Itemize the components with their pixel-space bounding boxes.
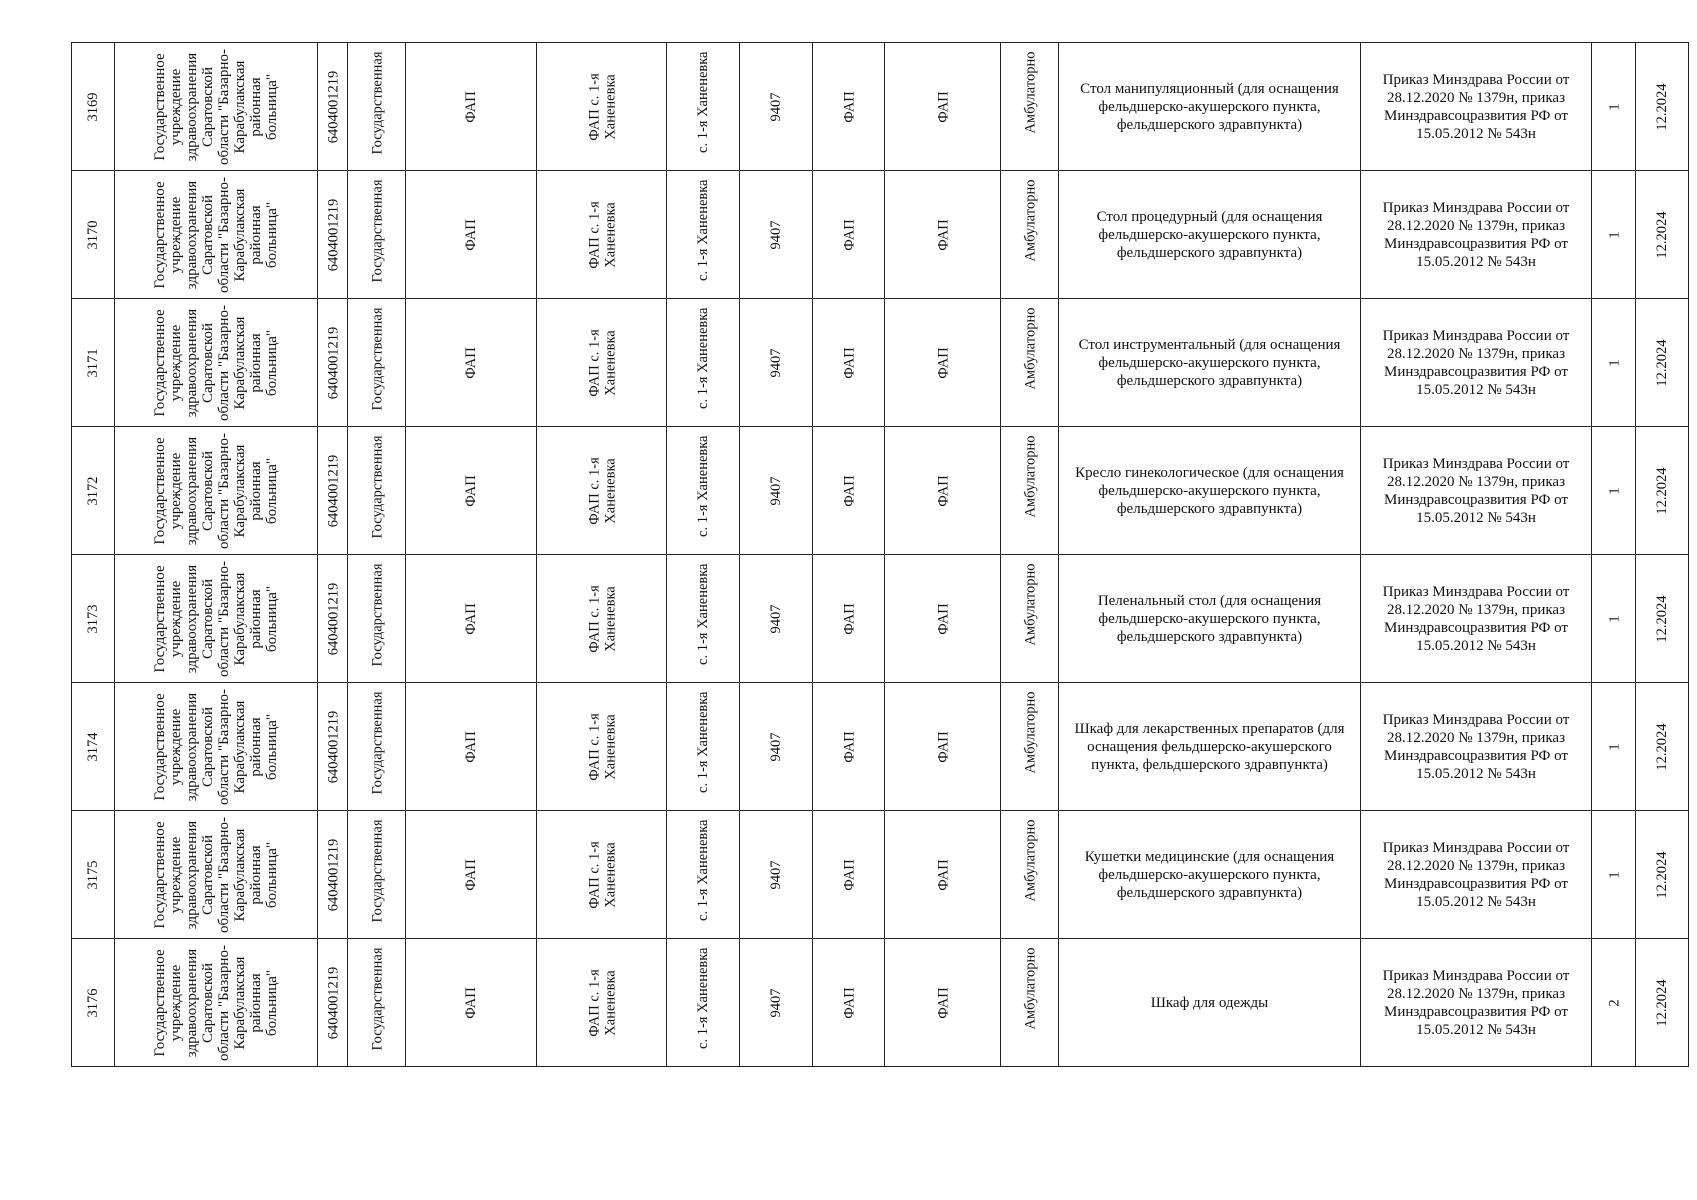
- unit-kind-a-cell: [813, 43, 885, 171]
- due-date-cell: [1636, 299, 1689, 427]
- quantity-value: 1: [1605, 358, 1622, 367]
- unit-kind-a: ФАП: [840, 986, 857, 1019]
- legal-basis-cell: [1361, 427, 1592, 555]
- inn-value: 6404001219: [324, 198, 341, 271]
- care-form-cell: [1001, 811, 1059, 939]
- inn-value-cell: [318, 811, 348, 939]
- unit-type: ФАП: [463, 730, 479, 763]
- legal-basis-cell: [1361, 811, 1592, 939]
- unit-name: ФАП с. 1-я Ханеневка: [585, 840, 618, 909]
- unit-kind-b-cell: [885, 683, 1001, 811]
- unit-kind-b-cell: [885, 427, 1001, 555]
- care-form: Амбулаторно: [1021, 435, 1038, 518]
- due-date-cell: [1636, 171, 1689, 299]
- unit-code: 9407: [768, 732, 784, 761]
- care-form-cell: [1001, 299, 1059, 427]
- legal-basis-cell: [1361, 555, 1592, 683]
- quantity-value-cell: [1592, 683, 1636, 811]
- unit-kind-a: ФАП: [840, 858, 857, 891]
- unit-code: 9407: [768, 476, 784, 505]
- due-date-cell: [1636, 811, 1689, 939]
- quantity-value: 1: [1605, 230, 1622, 239]
- unit-type: ФАП: [463, 986, 479, 1019]
- quantity-value-cell: [1592, 299, 1636, 427]
- ownership-form: Государственная: [368, 563, 385, 666]
- quantity-value-cell: [1592, 811, 1636, 939]
- unit-code-cell: [740, 299, 813, 427]
- row-number-cell: [72, 811, 115, 939]
- legal-basis: Приказ Минздрава России от 28.12.2020 № 1379н, приказ Минздравсоцразвития РФ от 15.05.2012 № 543н: [1382, 199, 1570, 270]
- legal-basis: Приказ Минздрава России от 28.12.2020 № 1379н, приказ Минздравсоцразвития РФ от 15.05.2012 № 543н: [1382, 839, 1570, 910]
- equipment-item: Кушетки медицинские (для оснащения фельдшерско-акушерского пункта, фельдшерского здравпункта): [1084, 848, 1335, 901]
- locality-name-cell: [667, 43, 740, 171]
- quantity-value: 1: [1605, 742, 1622, 751]
- care-form-cell: [1001, 427, 1059, 555]
- ownership-form-cell: [348, 43, 406, 171]
- unit-name-cell: [537, 299, 667, 427]
- unit-name: ФАП с. 1-я Ханеневка: [585, 328, 618, 397]
- unit-name-cell: [537, 811, 667, 939]
- quantity-value-cell: [1592, 43, 1636, 171]
- organization-name-cell: [115, 171, 318, 299]
- locality-name-cell: [667, 299, 740, 427]
- inn-value: 6404001219: [324, 70, 341, 143]
- unit-kind-b: ФАП: [934, 858, 951, 891]
- care-form: Амбулаторно: [1021, 307, 1038, 390]
- locality-name-cell: [667, 811, 740, 939]
- unit-code-cell: [740, 43, 813, 171]
- due-date: 12.2024: [1654, 466, 1670, 515]
- organization-name: Государственное учреждение здравоохранения Саратовской области "Базарно-Карабулакская районная больница": [152, 688, 280, 805]
- unit-kind-b: ФАП: [934, 474, 951, 507]
- locality-name: с. 1-я Ханеневка: [695, 819, 711, 921]
- equipment-item-cell: [1059, 811, 1361, 939]
- unit-kind-a-cell: [813, 939, 885, 1067]
- ownership-form-cell: [348, 811, 406, 939]
- legal-basis: Приказ Минздрава России от 28.12.2020 № 1379н, приказ Минздравсоцразвития РФ от 15.05.2012 № 543н: [1382, 327, 1570, 398]
- ownership-form: Государственная: [368, 51, 385, 154]
- unit-kind-a-cell: [813, 299, 885, 427]
- unit-type: ФАП: [463, 218, 479, 251]
- table-body: [72, 43, 1689, 1067]
- unit-code-cell: [740, 939, 813, 1067]
- ownership-form-cell: [348, 683, 406, 811]
- unit-kind-b-cell: [885, 811, 1001, 939]
- table-row: [72, 171, 1689, 299]
- care-form: Амбулаторно: [1021, 563, 1038, 646]
- unit-kind-b: ФАП: [934, 346, 951, 379]
- unit-code: 9407: [768, 220, 784, 249]
- unit-kind-b: ФАП: [934, 602, 951, 635]
- inn-value: 6404001219: [324, 838, 341, 911]
- row-number-cell: [72, 171, 115, 299]
- equipment-item-cell: [1059, 427, 1361, 555]
- unit-kind-b: ФАП: [934, 90, 951, 123]
- quantity-value: 1: [1605, 486, 1622, 495]
- organization-name-cell: [115, 43, 318, 171]
- inn-value-cell: [318, 555, 348, 683]
- quantity-value: 1: [1605, 102, 1622, 111]
- unit-kind-a-cell: [813, 683, 885, 811]
- organization-name-cell: [115, 683, 318, 811]
- due-date: 12.2024: [1654, 978, 1670, 1027]
- unit-kind-b-cell: [885, 299, 1001, 427]
- due-date: 12.2024: [1654, 338, 1670, 387]
- quantity-value-cell: [1592, 939, 1636, 1067]
- unit-code-cell: [740, 811, 813, 939]
- equipment-item-cell: [1059, 171, 1361, 299]
- inn-value-cell: [318, 939, 348, 1067]
- organization-name: Государственное учреждение здравоохранения Саратовской области "Базарно-Карабулакская районная больница": [152, 304, 280, 421]
- unit-kind-a: ФАП: [840, 730, 857, 763]
- ownership-form: Государственная: [368, 819, 385, 922]
- unit-kind-b: ФАП: [934, 986, 951, 1019]
- unit-name: ФАП с. 1-я Ханеневка: [585, 712, 618, 781]
- organization-name: Государственное учреждение здравоохранения Саратовской области "Базарно-Карабулакская районная больница": [152, 432, 280, 549]
- unit-kind-a-cell: [813, 811, 885, 939]
- locality-name: с. 1-я Ханеневка: [695, 179, 711, 281]
- locality-name: с. 1-я Ханеневка: [695, 947, 711, 1049]
- inn-value-cell: [318, 427, 348, 555]
- care-form-cell: [1001, 555, 1059, 683]
- unit-code-cell: [740, 171, 813, 299]
- unit-name: ФАП с. 1-я Ханеневка: [585, 584, 618, 653]
- unit-type: ФАП: [463, 90, 479, 123]
- row-number: 3176: [85, 988, 101, 1017]
- inn-value-cell: [318, 299, 348, 427]
- ownership-form: Государственная: [368, 307, 385, 410]
- ownership-form-cell: [348, 427, 406, 555]
- unit-type: ФАП: [463, 602, 479, 635]
- equipment-item: Стол манипуляционный (для оснащения фельдшерско-акушерского пункта, фельдшерского здравпункта): [1080, 80, 1339, 133]
- locality-name-cell: [667, 555, 740, 683]
- organization-name: Государственное учреждение здравоохранения Саратовской области "Базарно-Карабулакская районная больница": [152, 816, 280, 933]
- ownership-form: Государственная: [368, 691, 385, 794]
- due-date-cell: [1636, 939, 1689, 1067]
- locality-name-cell: [667, 683, 740, 811]
- legal-basis-cell: [1361, 43, 1592, 171]
- legal-basis: Приказ Минздрава России от 28.12.2020 № 1379н, приказ Минздравсоцразвития РФ от 15.05.2012 № 543н: [1382, 711, 1570, 782]
- legal-basis: Приказ Минздрава России от 28.12.2020 № 1379н, приказ Минздравсоцразвития РФ от 15.05.2012 № 543н: [1382, 583, 1570, 654]
- equipment-item-cell: [1059, 555, 1361, 683]
- care-form-cell: [1001, 171, 1059, 299]
- table-row: [72, 811, 1689, 939]
- due-date-cell: [1636, 555, 1689, 683]
- unit-name-cell: [537, 939, 667, 1067]
- ownership-form: Государственная: [368, 947, 385, 1050]
- quantity-value-cell: [1592, 427, 1636, 555]
- unit-name-cell: [537, 427, 667, 555]
- legal-basis: Приказ Минздрава России от 28.12.2020 № 1379н, приказ Минздравсоцразвития РФ от 15.05.2012 № 543н: [1382, 71, 1570, 142]
- locality-name: с. 1-я Ханеневка: [695, 51, 711, 153]
- due-date: 12.2024: [1654, 850, 1670, 899]
- row-number: 3174: [85, 732, 101, 761]
- quantity-value-cell: [1592, 555, 1636, 683]
- unit-type-cell: [406, 555, 537, 683]
- legal-basis: Приказ Минздрава России от 28.12.2020 № 1379н, приказ Минздравсоцразвития РФ от 15.05.2012 № 543н: [1382, 455, 1570, 526]
- locality-name-cell: [667, 171, 740, 299]
- unit-name: ФАП с. 1-я Ханеневка: [585, 72, 618, 141]
- quantity-value: 1: [1605, 870, 1622, 879]
- inn-value-cell: [318, 683, 348, 811]
- due-date-cell: [1636, 683, 1689, 811]
- ownership-form: Государственная: [368, 179, 385, 282]
- quantity-value-cell: [1592, 171, 1636, 299]
- ownership-form-cell: [348, 171, 406, 299]
- unit-type: ФАП: [463, 346, 479, 379]
- inn-value: 6404001219: [324, 326, 341, 399]
- legal-basis: Приказ Минздрава России от 28.12.2020 № 1379н, приказ Минздравсоцразвития РФ от 15.05.2012 № 543н: [1382, 967, 1570, 1038]
- organization-name: Государственное учреждение здравоохранения Саратовской области "Базарно-Карабулакская районная больница": [152, 48, 280, 165]
- unit-name-cell: [537, 683, 667, 811]
- unit-code-cell: [740, 555, 813, 683]
- care-form-cell: [1001, 683, 1059, 811]
- unit-type-cell: [406, 939, 537, 1067]
- unit-kind-a-cell: [813, 171, 885, 299]
- care-form-cell: [1001, 939, 1059, 1067]
- care-form: Амбулаторно: [1021, 819, 1038, 902]
- quantity-value: 1: [1605, 614, 1622, 623]
- due-date: 12.2024: [1654, 722, 1670, 771]
- due-date: 12.2024: [1654, 594, 1670, 643]
- equipment-item: Пеленальный стол (для оснащения фельдшерско-акушерского пункта, фельдшерского здравпункта): [1097, 592, 1322, 645]
- row-number: 3175: [85, 860, 101, 889]
- row-number-cell: [72, 555, 115, 683]
- organization-name-cell: [115, 811, 318, 939]
- unit-kind-b-cell: [885, 555, 1001, 683]
- unit-type: ФАП: [463, 474, 479, 507]
- equipment-item: Шкаф для лекарственных препаратов (для оснащения фельдшерско-акушерского пункта, фельдшерского здравпункта): [1074, 720, 1345, 773]
- locality-name-cell: [667, 939, 740, 1067]
- equipment-item-cell: [1059, 299, 1361, 427]
- row-number-cell: [72, 43, 115, 171]
- unit-code: 9407: [768, 860, 784, 889]
- unit-type-cell: [406, 171, 537, 299]
- quantity-value: 2: [1605, 998, 1622, 1007]
- table-row: [72, 555, 1689, 683]
- unit-type: ФАП: [463, 858, 479, 891]
- due-date: 12.2024: [1654, 210, 1670, 259]
- unit-type-cell: [406, 811, 537, 939]
- row-number: 3173: [85, 604, 101, 633]
- unit-code: 9407: [768, 988, 784, 1017]
- legal-basis-cell: [1361, 299, 1592, 427]
- row-number-cell: [72, 427, 115, 555]
- inn-value: 6404001219: [324, 710, 341, 783]
- inn-value: 6404001219: [324, 454, 341, 527]
- unit-kind-a: ФАП: [840, 90, 857, 123]
- due-date-cell: [1636, 427, 1689, 555]
- unit-name: ФАП с. 1-я Ханеневка: [585, 456, 618, 525]
- unit-name: ФАП с. 1-я Ханеневка: [585, 968, 618, 1037]
- care-form-cell: [1001, 43, 1059, 171]
- equipment-item: Стол процедурный (для оснащения фельдшерско-акушерского пункта, фельдшерского здравпункта): [1096, 208, 1323, 261]
- row-number-cell: [72, 299, 115, 427]
- row-number: 3169: [85, 92, 101, 121]
- care-form: Амбулаторно: [1021, 51, 1038, 134]
- care-form: Амбулаторно: [1021, 691, 1038, 774]
- unit-name-cell: [537, 171, 667, 299]
- table-row: [72, 299, 1689, 427]
- ownership-form-cell: [348, 299, 406, 427]
- organization-name-cell: [115, 555, 318, 683]
- organization-name: Государственное учреждение здравоохранения Саратовской области "Базарно-Карабулакская районная больница": [152, 560, 280, 677]
- care-form: Амбулаторно: [1021, 947, 1038, 1030]
- unit-kind-a: ФАП: [840, 346, 857, 379]
- unit-type-cell: [406, 43, 537, 171]
- unit-kind-b-cell: [885, 43, 1001, 171]
- ownership-form-cell: [348, 555, 406, 683]
- legal-basis-cell: [1361, 171, 1592, 299]
- unit-name-cell: [537, 555, 667, 683]
- equipment-item: Шкаф для одежды: [1150, 994, 1269, 1011]
- equipment-table: [71, 42, 1689, 1067]
- table-row: [72, 43, 1689, 171]
- inn-value: 6404001219: [324, 582, 341, 655]
- organization-name-cell: [115, 939, 318, 1067]
- ownership-form-cell: [348, 939, 406, 1067]
- locality-name: с. 1-я Ханеневка: [695, 435, 711, 537]
- legal-basis-cell: [1361, 939, 1592, 1067]
- organization-name-cell: [115, 299, 318, 427]
- locality-name: с. 1-я Ханеневка: [695, 691, 711, 793]
- equipment-item-cell: [1059, 683, 1361, 811]
- equipment-item-cell: [1059, 939, 1361, 1067]
- unit-code: 9407: [768, 604, 784, 633]
- unit-kind-a-cell: [813, 555, 885, 683]
- row-number: 3172: [85, 476, 101, 505]
- row-number-cell: [72, 939, 115, 1067]
- unit-kind-a: ФАП: [840, 218, 857, 251]
- organization-name: Государственное учреждение здравоохранения Саратовской области "Базарно-Карабулакская районная больница": [152, 944, 280, 1061]
- unit-name-cell: [537, 43, 667, 171]
- unit-name: ФАП с. 1-я Ханеневка: [585, 200, 618, 269]
- unit-kind-b: ФАП: [934, 218, 951, 251]
- due-date: 12.2024: [1654, 82, 1670, 131]
- unit-type-cell: [406, 299, 537, 427]
- table-row: [72, 939, 1689, 1067]
- care-form: Амбулаторно: [1021, 179, 1038, 262]
- table-row: [72, 427, 1689, 555]
- unit-kind-a: ФАП: [840, 474, 857, 507]
- row-number: 3171: [85, 348, 101, 377]
- equipment-item: Кресло гинекологическое (для оснащения фельдшерско-акушерского пункта, фельдшерского здравпункта): [1075, 464, 1344, 517]
- row-number: 3170: [85, 220, 101, 249]
- due-date-cell: [1636, 43, 1689, 171]
- row-number-cell: [72, 683, 115, 811]
- locality-name: с. 1-я Ханеневка: [695, 563, 711, 665]
- unit-code-cell: [740, 683, 813, 811]
- inn-value: 6404001219: [324, 966, 341, 1039]
- organization-name: Государственное учреждение здравоохранения Саратовской области "Базарно-Карабулакская районная больница": [152, 176, 280, 293]
- unit-kind-a: ФАП: [840, 602, 857, 635]
- equipment-item: Стол инструментальный (для оснащения фельдшерско-акушерского пункта, фельдшерского здравпункта): [1078, 336, 1341, 389]
- inn-value-cell: [318, 171, 348, 299]
- unit-code: 9407: [768, 348, 784, 377]
- inn-value-cell: [318, 43, 348, 171]
- unit-kind-b-cell: [885, 939, 1001, 1067]
- ownership-form: Государственная: [368, 435, 385, 538]
- locality-name: с. 1-я Ханеневка: [695, 307, 711, 409]
- unit-kind-a-cell: [813, 427, 885, 555]
- unit-kind-b: ФАП: [934, 730, 951, 763]
- locality-name-cell: [667, 427, 740, 555]
- equipment-item-cell: [1059, 43, 1361, 171]
- organization-name-cell: [115, 427, 318, 555]
- table-row: [72, 683, 1689, 811]
- unit-kind-b-cell: [885, 171, 1001, 299]
- unit-code-cell: [740, 427, 813, 555]
- legal-basis-cell: [1361, 683, 1592, 811]
- unit-code: 9407: [768, 92, 784, 121]
- unit-type-cell: [406, 427, 537, 555]
- unit-type-cell: [406, 683, 537, 811]
